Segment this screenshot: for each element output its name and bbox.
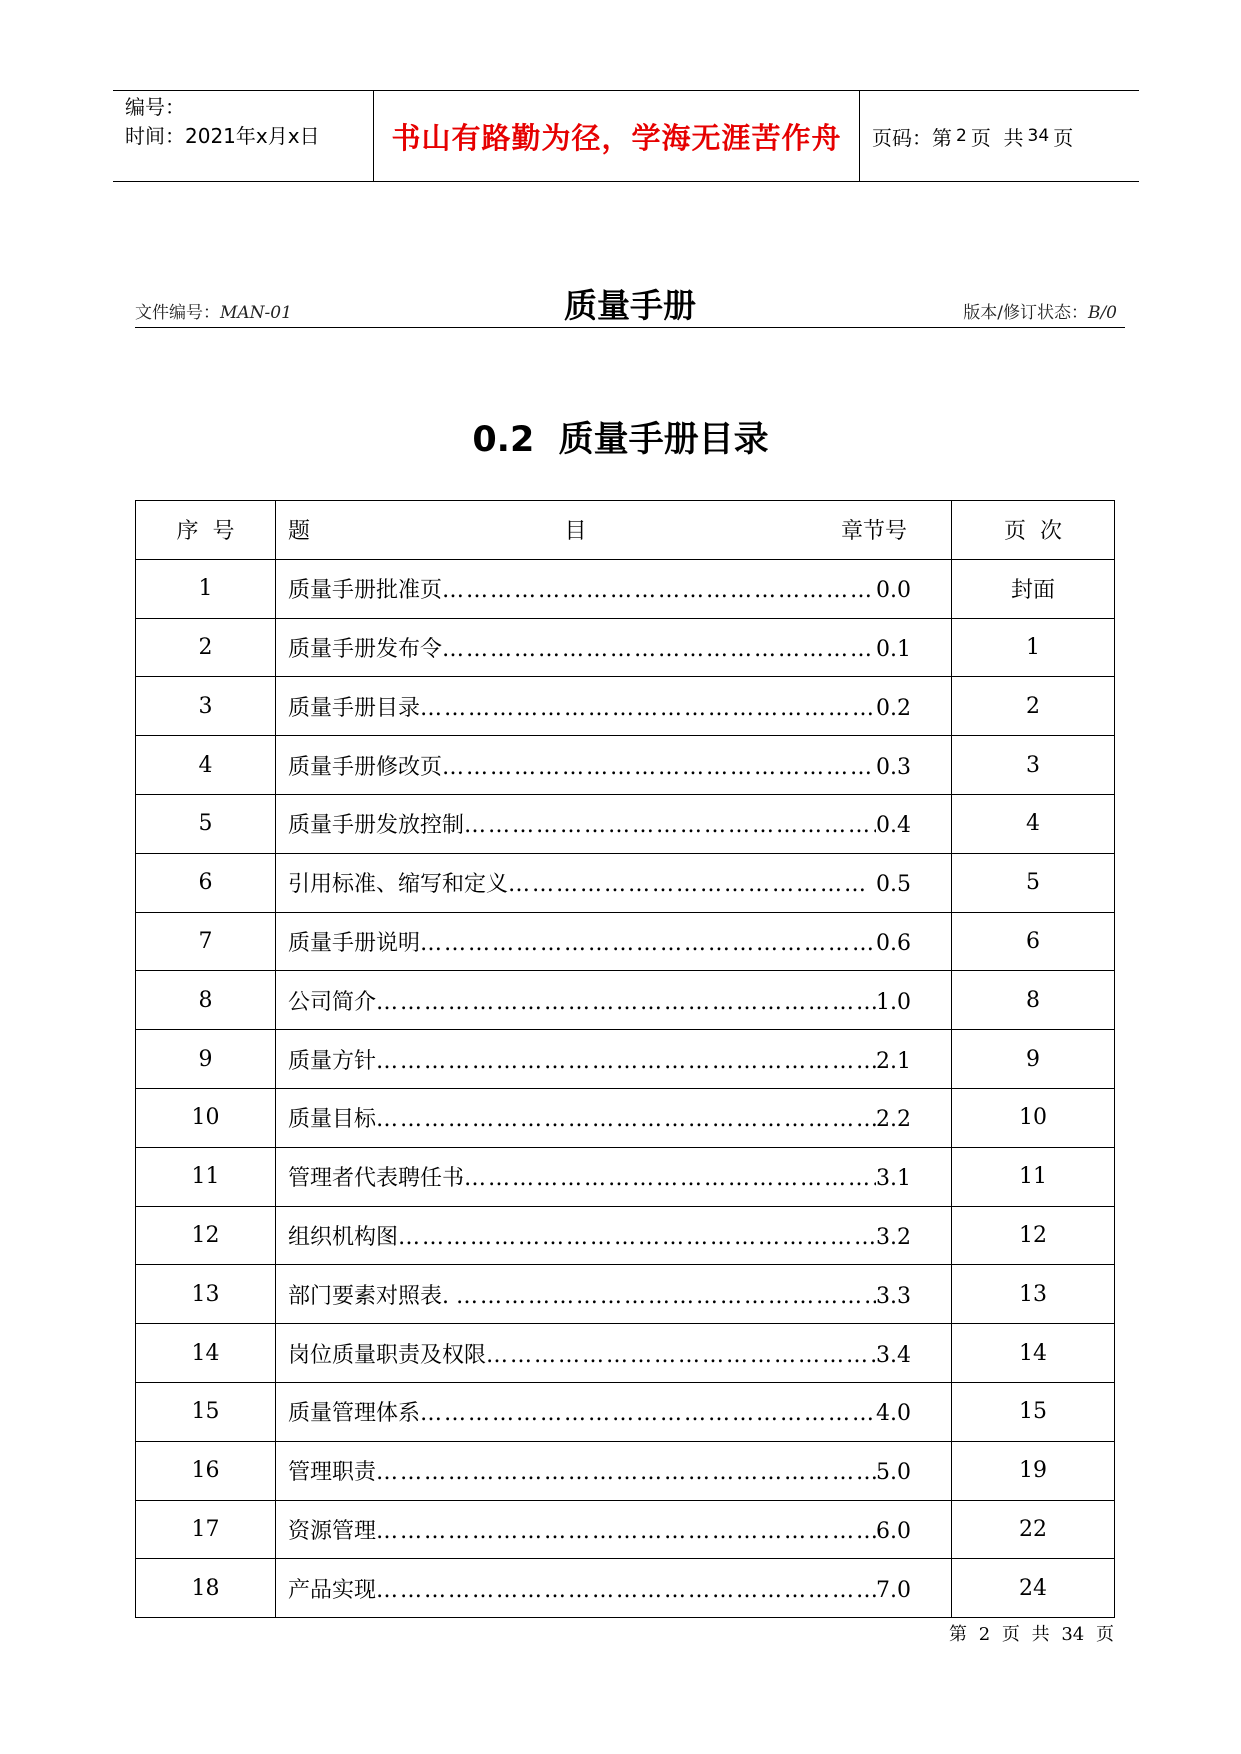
row-page: 24 <box>952 1559 1115 1618</box>
toc-entry <box>288 573 911 604</box>
row-title: 质量方针 <box>288 1048 377 1074</box>
row-section: 4.0 <box>876 1401 911 1427</box>
toc-entry <box>288 985 911 1016</box>
header-title-mid: 目 <box>564 519 587 545</box>
row-page: 14 <box>952 1324 1115 1383</box>
table-row <box>136 794 1115 853</box>
row-section: 6.0 <box>876 1518 911 1544</box>
row-no: 15 <box>136 1382 276 1441</box>
row-page: 13 <box>952 1265 1115 1324</box>
document-number-label: 文件编号： <box>135 303 220 323</box>
toc-entry <box>288 1044 911 1075</box>
row-page: 19 <box>952 1441 1115 1500</box>
row-section: 0.5 <box>869 872 911 898</box>
row-page: 5 <box>952 853 1115 912</box>
row-page: 3 <box>952 736 1115 795</box>
row-title: 质量手册发放控制 <box>288 813 465 839</box>
row-title: 组织机构图 <box>288 1224 399 1250</box>
leader-dots <box>464 1166 876 1191</box>
row-title-cell <box>276 794 952 853</box>
toc-entry <box>288 691 911 722</box>
row-title: 质量管理体系 <box>288 1401 421 1427</box>
row-title: 产品实现 <box>288 1577 377 1603</box>
row-title-cell <box>276 1030 952 1089</box>
number-label: 编号： <box>125 95 185 119</box>
row-section: 3.4 <box>876 1342 911 1368</box>
version-label: 版本/修订状态： <box>963 303 1088 323</box>
header-title-left: 题 <box>288 519 311 545</box>
row-page: 22 <box>952 1500 1115 1559</box>
row-title: 质量手册目录 <box>288 695 421 721</box>
row-page: 12 <box>952 1206 1115 1265</box>
row-title-cell <box>276 1441 952 1500</box>
leader-dots <box>376 1519 876 1544</box>
toc-body <box>136 559 1115 1617</box>
row-section: 0.0 <box>876 578 911 604</box>
leader-dots <box>464 813 876 838</box>
row-no: 10 <box>136 1088 276 1147</box>
leader-dots <box>376 990 876 1015</box>
row-no: 18 <box>136 1559 276 1618</box>
table-row <box>136 853 1115 912</box>
row-title: 资源管理 <box>288 1518 377 1544</box>
page-mid: 页 共 <box>970 125 1024 150</box>
toc-entry <box>288 867 911 898</box>
row-page: 2 <box>952 677 1115 736</box>
table-row <box>136 1206 1115 1265</box>
row-no: 14 <box>136 1324 276 1383</box>
document-title-bar <box>135 285 1125 328</box>
row-no: 13 <box>136 1265 276 1324</box>
leader-dots <box>442 755 876 780</box>
table-row <box>136 1147 1115 1206</box>
footer-prefix: 第 <box>948 1624 967 1645</box>
toc-entry <box>288 1220 911 1251</box>
time-label: 时间：2021年x月x日 <box>125 124 320 148</box>
row-section: 2.1 <box>876 1048 911 1074</box>
leader-dots <box>508 872 869 897</box>
table-row <box>136 1324 1115 1383</box>
table-row <box>136 677 1115 736</box>
table-row <box>136 1088 1115 1147</box>
toc-entry <box>288 1514 911 1545</box>
row-title: 质量手册说明 <box>288 930 421 956</box>
toc-entry <box>288 808 911 839</box>
motto: 书山有路勤为径，学海无涯苦作舟 <box>374 91 860 181</box>
row-section: 0.6 <box>876 930 911 956</box>
row-section: 3.1 <box>876 1166 911 1192</box>
table-row <box>136 559 1115 618</box>
row-title: 管理职责 <box>288 1460 377 1486</box>
row-section: 5.0 <box>876 1460 911 1486</box>
row-title: 质量目标 <box>288 1107 377 1133</box>
footer-current: 2 <box>978 1624 991 1645</box>
row-title-cell <box>276 1206 952 1265</box>
page-prefix: 页码：第 <box>872 125 952 150</box>
header-page: 页 次 <box>952 501 1115 560</box>
row-section: 3.2 <box>876 1224 911 1250</box>
toc-entry <box>288 1573 911 1604</box>
toc-entry <box>288 750 911 781</box>
row-section: 1.0 <box>876 989 911 1015</box>
leader-dots <box>486 1343 876 1368</box>
table-row <box>136 912 1115 971</box>
page-total: 34 <box>1027 126 1050 146</box>
row-title-cell <box>276 1500 952 1559</box>
leader-dots <box>398 1225 876 1250</box>
row-page: 10 <box>952 1088 1115 1147</box>
leader-dots <box>420 931 876 956</box>
row-section: 7.0 <box>876 1577 911 1603</box>
header-chapter: 章节号 <box>840 519 907 545</box>
row-title-cell <box>276 736 952 795</box>
row-title: 管理者代表聘任书 <box>288 1166 465 1192</box>
footer-suffix: 页 <box>1096 1624 1114 1645</box>
row-title-cell <box>276 559 952 618</box>
table-row <box>136 971 1115 1030</box>
document-title: 质量手册 <box>564 286 696 325</box>
document-version <box>963 298 1117 323</box>
table-row <box>136 1559 1115 1618</box>
leader-dots <box>442 578 876 603</box>
section-title: 0.2 质量手册目录 <box>472 420 769 460</box>
row-no: 17 <box>136 1500 276 1559</box>
row-section: 2.2 <box>876 1107 911 1133</box>
row-page: 6 <box>952 912 1115 971</box>
leader-dots <box>376 1578 876 1603</box>
row-no: 8 <box>136 971 276 1030</box>
row-no: 5 <box>136 794 276 853</box>
row-section: 3.3 <box>876 1283 911 1309</box>
toc-entry <box>288 632 911 663</box>
page-suffix: 页 <box>1053 125 1074 150</box>
row-title-cell <box>276 1382 952 1441</box>
leader-dots <box>442 637 876 662</box>
row-no: 6 <box>136 853 276 912</box>
table-row <box>136 618 1115 677</box>
row-no: 4 <box>136 736 276 795</box>
header-title <box>276 501 952 560</box>
row-no: 3 <box>136 677 276 736</box>
row-page: 4 <box>952 794 1115 853</box>
page-footer <box>949 1620 1114 1646</box>
row-section: 0.2 <box>876 695 911 721</box>
row-no: 9 <box>136 1030 276 1089</box>
row-title-cell <box>276 618 952 677</box>
row-no: 2 <box>136 618 276 677</box>
toc-entry <box>288 1338 911 1369</box>
header-no: 序 号 <box>136 501 276 560</box>
row-title-cell <box>276 1088 952 1147</box>
table-row <box>136 736 1115 795</box>
leader-dots <box>376 1049 876 1074</box>
row-page: 8 <box>952 971 1115 1030</box>
row-title-cell <box>276 1265 952 1324</box>
table-row <box>136 1500 1115 1559</box>
toc-entry <box>288 1102 911 1133</box>
toc-entry <box>288 1455 911 1486</box>
row-title-cell <box>276 1324 952 1383</box>
row-title: 公司简介 <box>288 989 377 1015</box>
page-current: 2 <box>956 126 967 146</box>
table-row <box>136 1030 1115 1089</box>
row-no: 7 <box>136 912 276 971</box>
row-title-cell <box>276 971 952 1030</box>
row-title: 质量手册批准页 <box>288 578 443 604</box>
top-header <box>113 90 1139 182</box>
row-page: 11 <box>952 1147 1115 1206</box>
row-page: 1 <box>952 618 1115 677</box>
leader-dots <box>376 1460 876 1485</box>
row-title-cell <box>276 1559 952 1618</box>
row-title: 质量手册修改页 <box>288 754 443 780</box>
row-section: 0.4 <box>876 813 911 839</box>
leader-dots <box>456 1284 876 1309</box>
row-no: 11 <box>136 1147 276 1206</box>
row-title: 质量手册发布令 <box>288 636 443 662</box>
toc-entry <box>288 1279 911 1310</box>
leader-dots <box>376 1107 876 1132</box>
toc-header-row <box>136 501 1115 560</box>
footer-total: 34 <box>1061 1624 1085 1645</box>
row-section: 0.3 <box>876 754 911 780</box>
row-page: 封面 <box>952 559 1115 618</box>
row-no: 16 <box>136 1441 276 1500</box>
table-row <box>136 1265 1115 1324</box>
document-number-value: MAN-01 <box>220 303 292 323</box>
row-no: 1 <box>136 559 276 618</box>
row-title-cell <box>276 912 952 971</box>
row-title: 岗位质量职责及权限 <box>288 1342 487 1368</box>
header-meta <box>113 91 374 181</box>
header-page-info <box>860 91 1139 181</box>
toc-entry <box>288 1396 911 1427</box>
toc-entry <box>288 926 911 957</box>
row-no: 12 <box>136 1206 276 1265</box>
version-value: B/0 <box>1087 303 1117 323</box>
row-title-cell <box>276 677 952 736</box>
row-title: 引用标准、缩写和定义 <box>288 872 509 898</box>
toc-table <box>135 500 1115 1618</box>
row-title-cell <box>276 1147 952 1206</box>
row-title: 部门要素对照表. <box>288 1283 456 1309</box>
row-title-cell <box>276 853 952 912</box>
footer-mid: 页 共 <box>1001 1624 1050 1645</box>
toc-entry <box>288 1161 911 1192</box>
leader-dots <box>420 696 876 721</box>
leader-dots <box>420 1401 876 1426</box>
table-row <box>136 1382 1115 1441</box>
row-page: 15 <box>952 1382 1115 1441</box>
row-page: 9 <box>952 1030 1115 1089</box>
row-section: 0.1 <box>876 636 911 662</box>
table-row <box>136 1441 1115 1500</box>
